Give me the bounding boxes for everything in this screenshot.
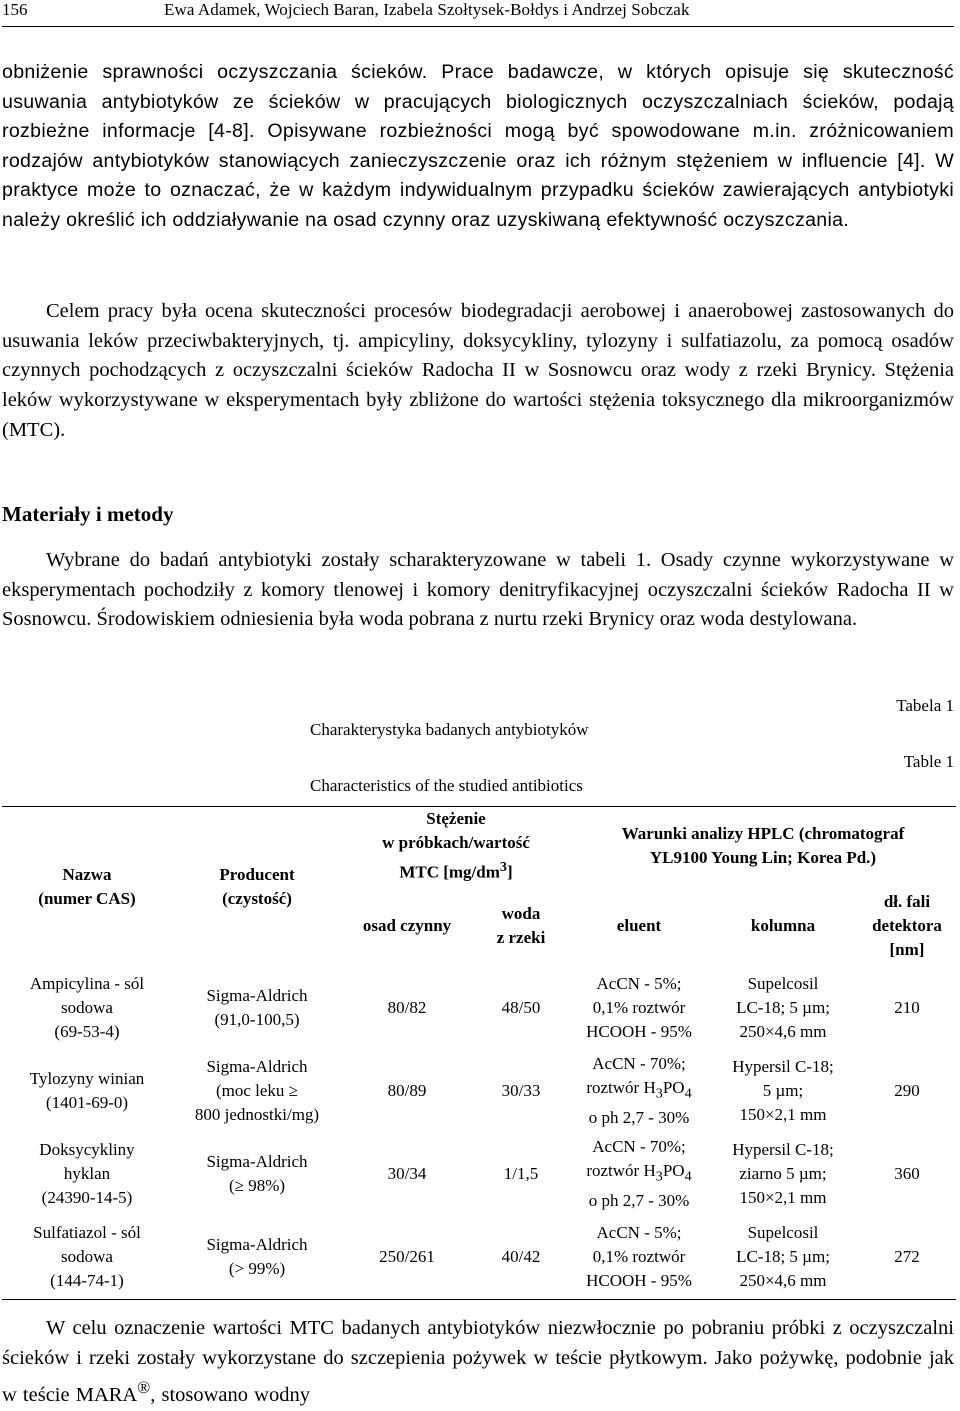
page-number: 156 — [2, 0, 28, 19]
cell-column: Hypersil C-18; ziarno 5 µm; 150×2,1 mm — [732, 1140, 834, 1208]
paragraph-mtc-text: W celu oznaczenie wartości MTC badanych antybiotyków niezwłocznie po pobraniu próbki z oczyszczalni ścieków i rzeki zostały wykorzystane do szczepienia pożywek w teście płytkowym. Jako pożywkę, podobnie jak w teście MARA — [2, 1317, 954, 1407]
running-header — [2, 0, 954, 27]
cell-sludge: 30/34 — [387, 1164, 427, 1184]
paragraph-mtc-tail: , stosowano wodny — [150, 1384, 310, 1407]
registered-mark: ® — [137, 1378, 151, 1398]
antibiotics-table — [2, 806, 956, 1300]
col-header-river: woda z rzeki — [496, 903, 546, 947]
cell-column: Hypersil C-18; 5 µm; 150×2,1 mm — [732, 1057, 834, 1125]
cell-column: Supelcosil LC-18; 5 µm; 250×4,6 mm — [708, 1216, 858, 1300]
col-header-sludge: osad czynny — [362, 915, 452, 935]
section-heading-methods: Materiały i metody — [2, 502, 174, 526]
cell-sludge: 80/82 — [387, 998, 427, 1018]
table-row — [2, 967, 956, 1050]
cell-name: Sulfatiazol - sól sodowa (144-74-1) — [2, 1216, 172, 1300]
cell-name: Doksycykliny hyklan (24390-14-5) — [39, 1140, 135, 1208]
col-header-wavelength: dł. fali detektora [nm] — [872, 891, 942, 959]
paragraph-intro: obniżenie sprawności oczyszczania ścieków. Prace badawcze, w których opisuje się skuteczność usuwania antybiotyków ze ścieków w pracujących biologicznych oczyszczalniach ścieków, podają rozbieżne informacje [4-8]. Opisywane rozbieżności mogą być spowodowane m.in. zróżnicowaniem rodzajów antybiotyków stanowiących zanieczyszczenie oraz ich różnym stężeniem w influencie [4]. W praktyce może to oznaczać, że w każdym indywidualnym przypadku ścieków zawierających antybiotyki należy określić ich oddziaływanie na osad czynny oraz uzyskiwaną efektywność oczyszczania. — [2, 61, 954, 231]
cell-producer: Sigma-Aldrich (91,0-100,5) — [206, 986, 308, 1030]
cell-producer: Sigma-Aldrich (≥ 98%) — [206, 1152, 308, 1196]
col-header-producer: Producent (czystość) — [172, 807, 342, 967]
cell-sludge: 250/261 — [342, 1216, 472, 1300]
table-title-pl: Charakterystyka badanych antybiotyków — [310, 720, 589, 739]
table-row — [2, 1216, 956, 1300]
cell-eluent: AcCN - 5%; 0,1% roztwór HCOOH - 95% — [586, 974, 692, 1042]
table-header-row — [2, 807, 956, 885]
col-header-eluent: eluent — [616, 915, 662, 935]
paragraph-mtc — [2, 1314, 954, 1411]
cell-river: 30/33 — [501, 1081, 541, 1101]
table-label-pl: Tabela 1 — [896, 696, 954, 715]
cell-eluent: AcCN - 5%; 0,1% roztwór HCOOH - 95% — [570, 1216, 708, 1300]
cell-wavelength: 290 — [894, 1081, 920, 1101]
cell-sludge: 80/89 — [387, 1081, 427, 1101]
running-header-authors: Ewa Adamek, Wojciech Baran, Izabela Szołtysek-Bołdys i Andrzej Sobczak — [164, 0, 690, 19]
cell-producer: Sigma-Aldrich (> 99%) — [172, 1216, 342, 1300]
table-row — [2, 1050, 956, 1133]
table-label-en: Table 1 — [903, 752, 954, 771]
cell-producer: Sigma-Aldrich (moc leku ≥ 800 jednostki/mg) — [194, 1057, 320, 1125]
col-header-hplc: Warunki analizy HPLC (chromatograf YL9100 Young Lin; Korea Pd.) — [570, 807, 956, 885]
cell-river: 48/50 — [501, 998, 541, 1018]
paragraph-methods: Wybrane do badań antybiotyki zostały scharakteryzowane w tabeli 1. Osady czynne wykorzystywane w eksperymentach pochodziły z komory tlenowej i komory denitryfikacyjnej oczyszczalni ścieków Radocha II w Sosnowcu. Środowiskiem odniesienia była woda pobrana z nurtu rzeki Brynicy oraz woda destylowana. — [2, 549, 954, 631]
table-title-en: Characteristics of the studied antibiotics — [310, 776, 583, 795]
cell-wavelength: 272 — [858, 1216, 956, 1300]
col-header-name: Nazwa (numer CAS) — [2, 807, 172, 967]
col-header-concentration: Stężenie w próbkach/wartość MTC $[mg/dm^3]$ — [342, 807, 570, 885]
paragraph-aim: Celem pracy była ocena skuteczności procesów biodegradacji aerobowej i anaerobowej zastosowanych do usuwania leków przeciwbakteryjnych, tj. ampicyliny, doksycykliny, tylozyny i sulfatiazolu, za pomocą osadów czynnych pochodzących z oczyszczalni ścieków Radocha II w Sosnowcu oraz wody z rzeki Brynicy. Stężenia leków wykorzystywane w eksperymentach były zbliżone do wartości stężenia toksycznego dla mikroorganizmów (MTC). — [2, 300, 954, 441]
cell-river: 40/42 — [472, 1216, 570, 1300]
col-header-column: kolumna — [750, 915, 816, 935]
cell-wavelength: 210 — [894, 998, 920, 1018]
cell-eluent: AcCN - 70%; roztwór $H_3PO_4$ o ph 2,7 - 30% — [586, 1054, 692, 1127]
cell-name: Tylozyny winian (1401-69-0) — [29, 1069, 145, 1113]
table-row — [2, 1133, 956, 1216]
cell-column: Supelcosil LC-18; 5 µm; 250×4,6 mm — [736, 974, 830, 1042]
cell-eluent: AcCN - 70%; roztwór $H_3PO_4$ o ph 2,7 - 30% — [586, 1137, 692, 1210]
cell-wavelength: 360 — [894, 1164, 920, 1184]
cell-river: 1/1,5 — [503, 1164, 539, 1184]
cell-name: Ampicylina - sól sodowa (69-53-4) — [29, 974, 145, 1042]
